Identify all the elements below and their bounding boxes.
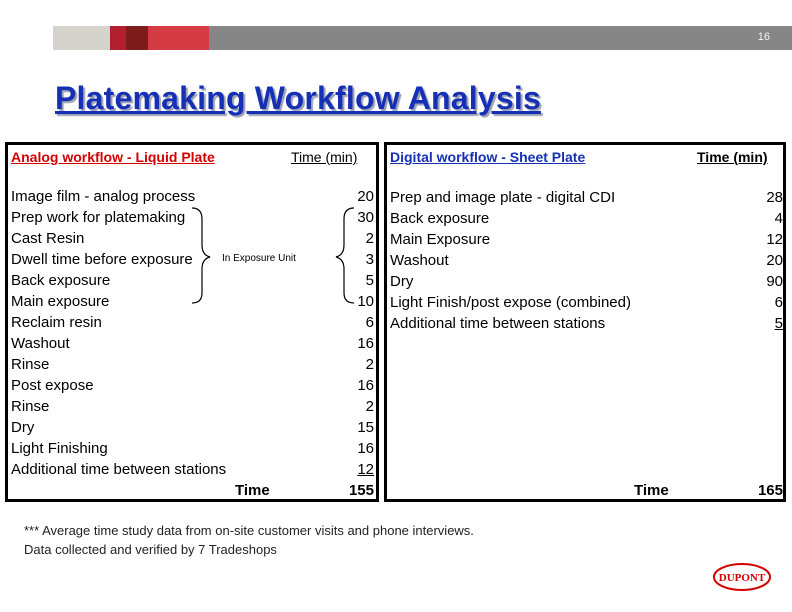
table-row [11, 419, 374, 440]
page-title: Platemaking Workflow Analysis [55, 80, 541, 116]
footnote [24, 521, 474, 559]
row-value: 90 [766, 273, 783, 290]
row-value: 6 [365, 314, 374, 331]
bracket-note: In Exposure Unit [222, 253, 296, 264]
table-row [390, 273, 783, 294]
row-label: Washout [11, 335, 70, 352]
analog-total-value: 155 [348, 482, 374, 499]
row-label: Rinse [11, 356, 50, 373]
row-label: Main Exposure [390, 231, 491, 248]
header-bar-segment [209, 26, 792, 50]
row-value: 16 [357, 440, 374, 457]
row-value: 20 [766, 252, 783, 269]
table-row [390, 189, 783, 210]
left-brace-icon [192, 208, 210, 303]
row-label: Light Finishing [11, 440, 108, 457]
row-label: Image film - analog process [11, 188, 196, 205]
table-row [390, 252, 783, 273]
right-brace-icon [336, 208, 354, 303]
table-row [11, 377, 374, 398]
row-value: 3 [365, 251, 374, 268]
table-row [390, 315, 783, 336]
header-bar-segment [148, 26, 209, 50]
row-label: Back exposure [11, 272, 111, 289]
row-value: 5 [365, 272, 374, 289]
row-label: Dwell time before exposure [11, 251, 193, 268]
table-row [11, 398, 374, 419]
row-label: Prep work for platemaking [11, 209, 186, 226]
row-value: 5 [774, 315, 783, 332]
row-label: Prep and image plate - digital CDI [390, 189, 616, 206]
table-row [11, 356, 374, 377]
table-row [390, 294, 783, 315]
analog-time-header: Time (min) [291, 149, 358, 165]
digital-total-value: 165 [757, 482, 783, 499]
logo-text: DUPONT [718, 572, 766, 584]
table-row [11, 461, 374, 482]
row-label: Dry [390, 273, 414, 290]
header-bar-segment [110, 26, 126, 50]
analog-total-label: Time [235, 482, 270, 499]
row-value: 20 [357, 188, 374, 205]
row-value: 4 [774, 210, 783, 227]
header-bar [53, 26, 792, 50]
footnote-line: *** Average time study data from on-site customer visits and phone interviews. [24, 523, 474, 538]
row-label: Dry [11, 419, 35, 436]
row-label: Cast Resin [11, 230, 85, 247]
row-value: 30 [357, 209, 374, 226]
table-row [390, 210, 783, 231]
row-label: Light Finish/post expose (combined) [390, 294, 631, 311]
row-value: 16 [357, 377, 374, 394]
row-label: Reclaim resin [11, 314, 102, 331]
row-value: 12 [357, 461, 374, 478]
row-label: Washout [390, 252, 449, 269]
table-row [11, 314, 374, 335]
table-row [11, 335, 374, 356]
row-label: Additional time between stations [11, 461, 227, 478]
digital-workflow-header: Digital workflow - Sheet Plate [390, 149, 586, 165]
table-row [390, 231, 783, 252]
row-value: 6 [774, 294, 783, 311]
row-label: Post expose [11, 377, 94, 394]
row-value: 2 [365, 230, 374, 247]
header-bar-segment [53, 26, 110, 50]
analog-workflow-panel [5, 142, 379, 502]
dupont-logo [712, 562, 772, 592]
digital-time-header: Time (min) [697, 149, 768, 165]
row-label: Main exposure [11, 293, 110, 310]
row-value: 2 [365, 356, 374, 373]
digital-total-label: Time [634, 482, 669, 499]
analog-workflow-header: Analog workflow - Liquid Plate [11, 149, 215, 165]
row-value: 10 [357, 293, 374, 310]
row-value: 2 [365, 398, 374, 415]
row-value: 28 [766, 189, 783, 206]
table-row [11, 440, 374, 461]
row-value: 12 [766, 231, 783, 248]
slide-number: 16 [757, 31, 770, 43]
header-bar-segment [126, 26, 148, 50]
digital-workflow-panel [384, 142, 786, 502]
row-value: 15 [357, 419, 374, 436]
footnote-line: Data collected and verified by 7 Tradeshops [24, 542, 277, 557]
row-label: Additional time between stations [390, 315, 606, 332]
row-label: Rinse [11, 398, 50, 415]
row-value: 16 [357, 335, 374, 352]
row-label: Back exposure [390, 210, 490, 227]
